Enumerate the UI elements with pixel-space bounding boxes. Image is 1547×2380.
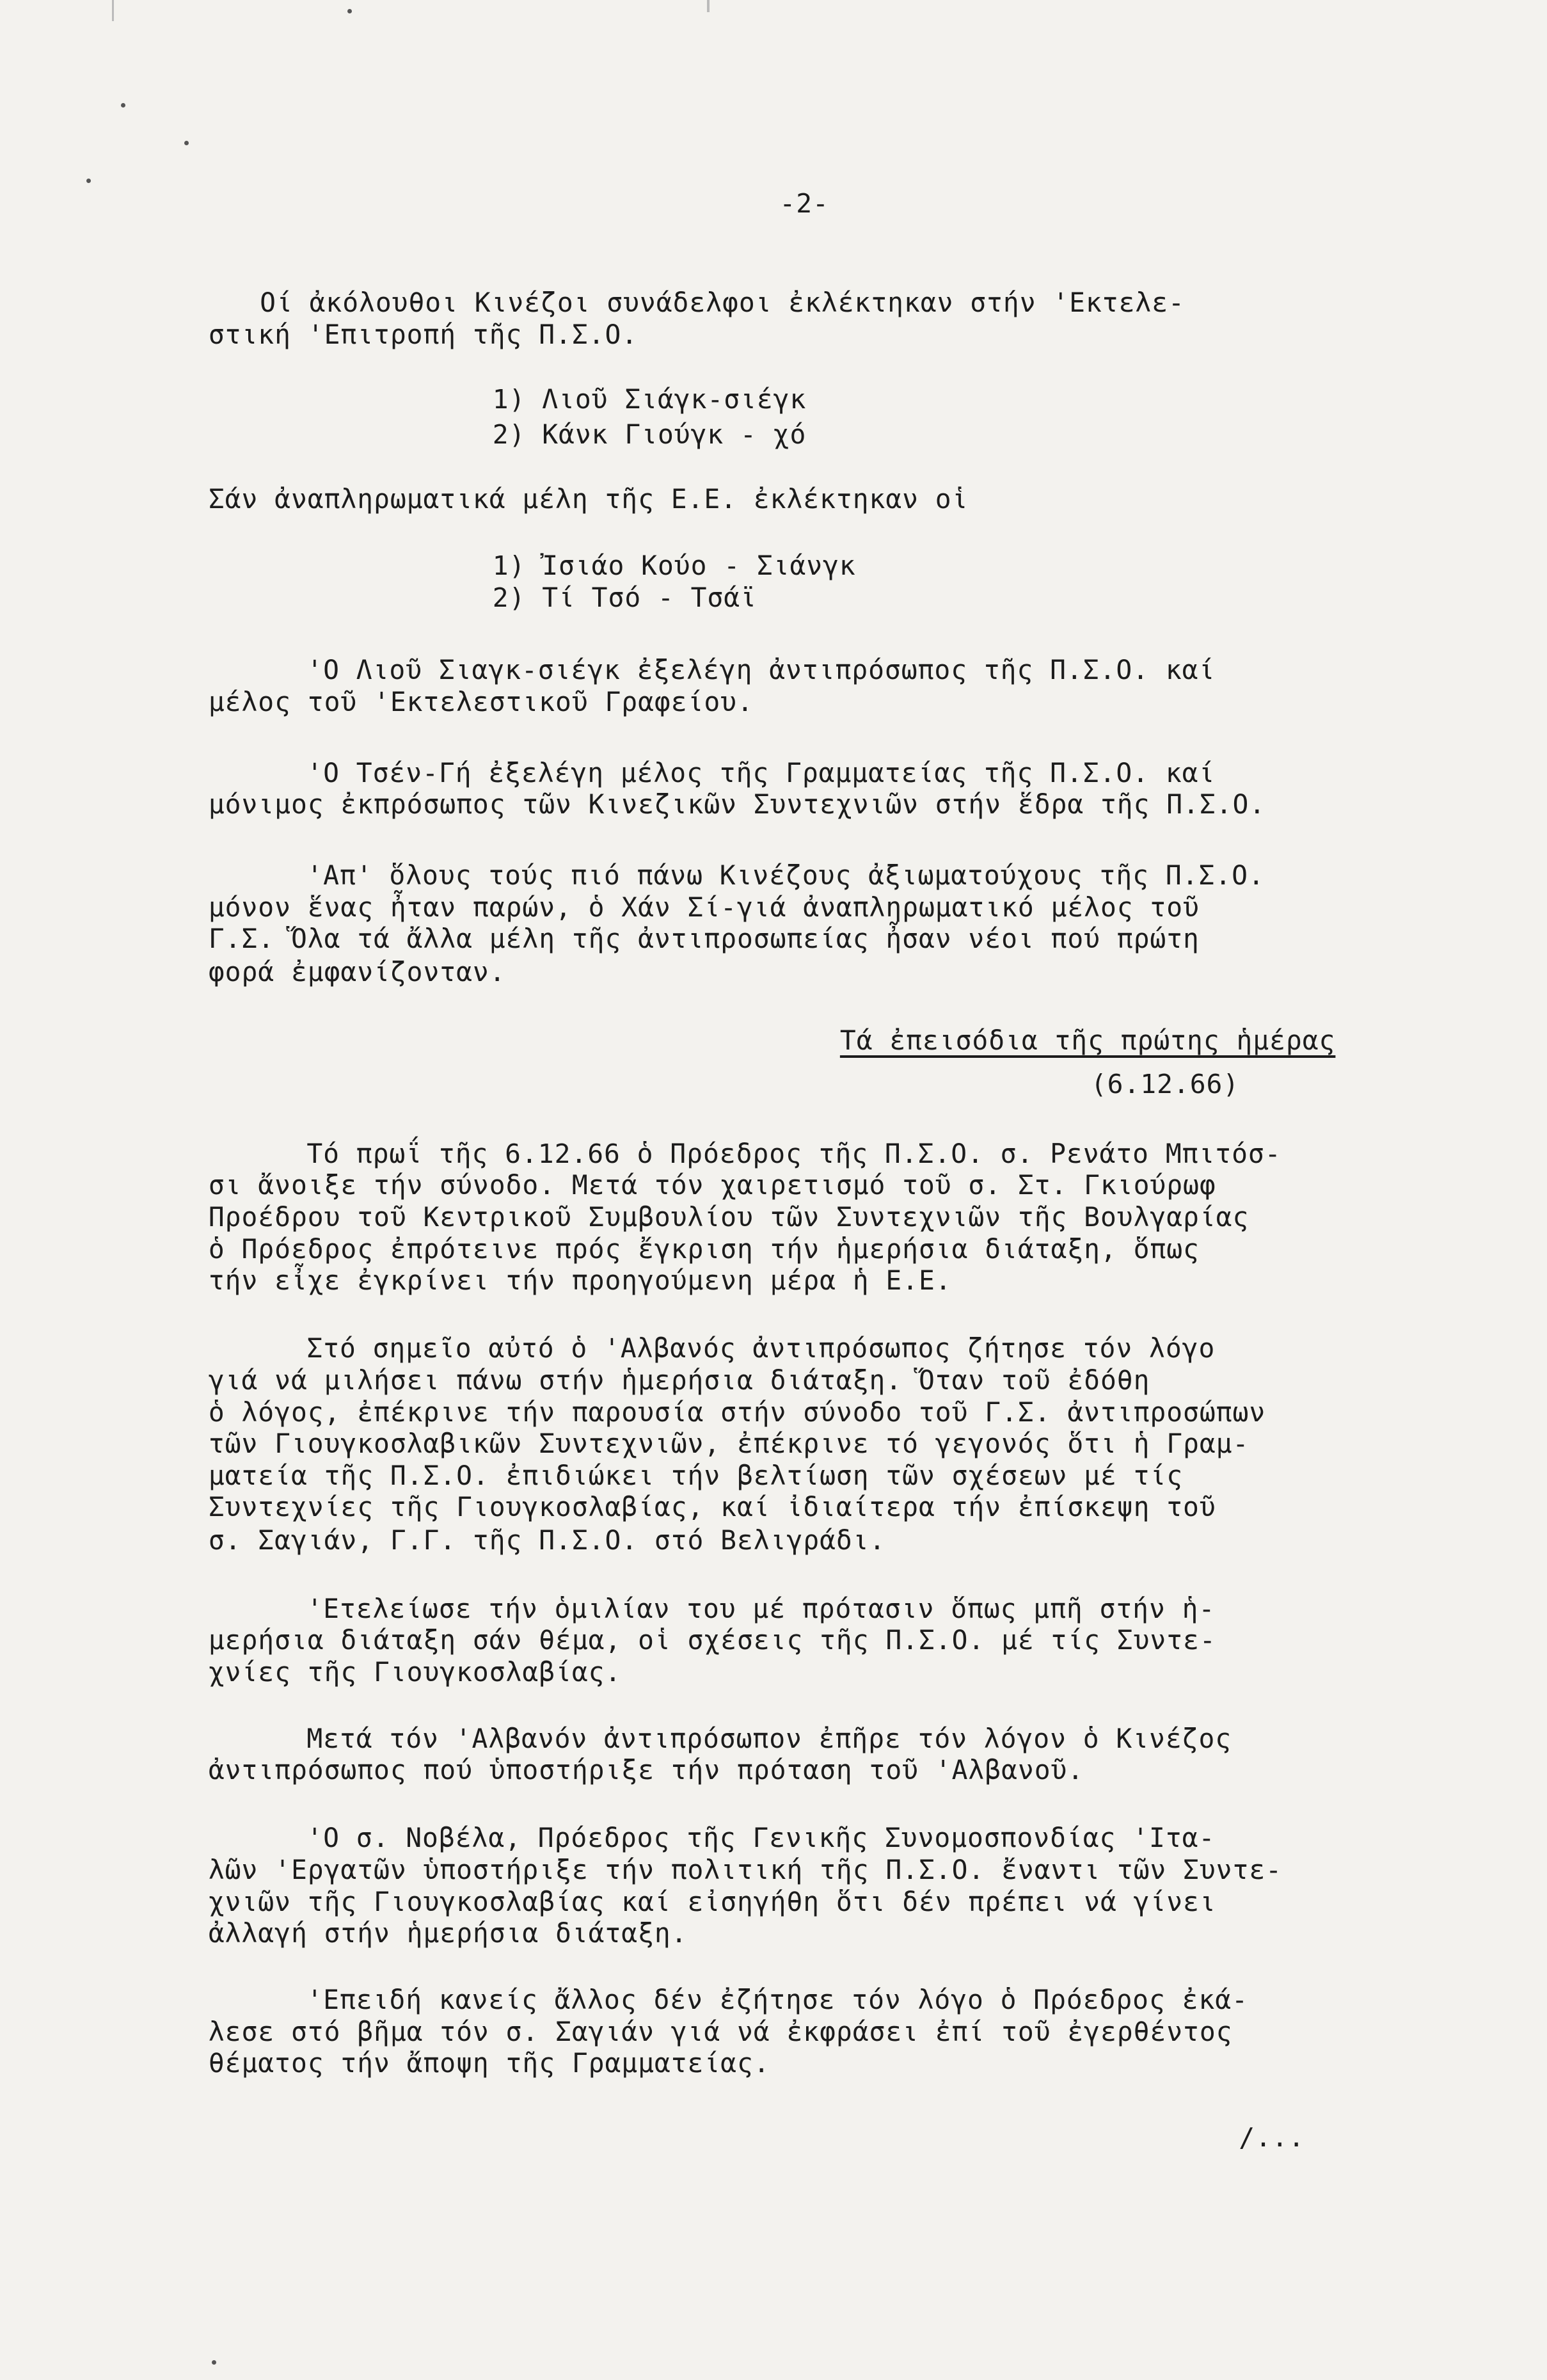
scan-speck xyxy=(347,9,352,13)
paragraph-6-line: ὁ Πρόεδρος ἐπρότεινε πρός ἔγκριση τήν ἡμερήσια διάταξη, ὅπως xyxy=(208,1233,1200,1265)
list-1-item: 2) Κάνκ Γιούγκ - χό xyxy=(492,419,807,450)
paragraph-3-line: 'Ο Λιοῦ Σιαγκ-σιέγκ ἐξελέγη ἀντιπρόσωπος τῆς Π.Σ.Ο. καί xyxy=(306,655,1216,686)
paragraph-6-line: Προέδρου τοῦ Κεντρικοῦ Συμβουλίου τῶν Συντεχνιῶν τῆς Βουλγαρίας xyxy=(208,1201,1250,1233)
paragraph-10-line: ἀλλαγή στήν ἡμερήσια διάταξη. xyxy=(208,1918,688,1949)
paragraph-8-line: μερήσια διάταξη σάν θέμα, οἱ σχέσεις τῆς Π.Σ.Ο. μέ τίς Συντε- xyxy=(208,1625,1216,1656)
paragraph-10-line: 'Ο σ. Νοβέλα, Πρόεδρος τῆς Γενικῆς Συνομοσπονδίας 'Ιτα- xyxy=(306,1823,1216,1854)
paragraph-4-line: μόνιμος ἐκπρόσωπος τῶν Κινεζικῶν Συντεχνιῶν στήν ἕδρα τῆς Π.Σ.Ο. xyxy=(208,789,1266,820)
paragraph-5-line: 'Απ' ὅλους τούς πιό πάνω Κινέζους ἀξιωματούχους τῆς Π.Σ.Ο. xyxy=(306,860,1265,891)
paragraph-1-line: στική 'Επιτροπή τῆς Π.Σ.Ο. xyxy=(208,319,639,350)
section-date: (6.12.66) xyxy=(1090,1069,1240,1100)
paragraph-6-line: τήν εἶχε ἐγκρίνει τήν προηγούμενη μέρα ἡ Ε.Ε. xyxy=(208,1265,952,1297)
paragraph-7-line: Στό σημεῖο αὐτό ὁ 'Αλβανός ἀντιπρόσωπος ζήτησε τόν λόγο xyxy=(306,1333,1216,1364)
paragraph-7-line: τῶν Γιουγκοσλαβικῶν Συντεχνιῶν, ἐπέκρινε τό γεγονός ὅτι ἡ Γραμ- xyxy=(208,1428,1250,1460)
paragraph-11-line: θέματος τήν ἄποψη τῆς Γραμματείας. xyxy=(208,2048,770,2079)
paragraph-2: Σάν ἀναπληρωματικά μέλη τῆς Ε.Ε. ἐκλέκτηκαν οἱ xyxy=(208,484,969,515)
paragraph-7-line: σ. Σαγιάν, Γ.Γ. τῆς Π.Σ.Ο. στό Βελιγράδι. xyxy=(208,1525,886,1556)
paragraph-6-line: Τό πρωΐ τῆς 6.12.66 ὁ Πρόεδρος τῆς Π.Σ.Ο. σ. Ρενάτο Μπιτόσ- xyxy=(306,1138,1281,1169)
paragraph-9-line: ἀντιπρόσωπος πού ὑποστήριξε τήν πρόταση τοῦ 'Αλβανοῦ. xyxy=(208,1755,1084,1786)
paragraph-1-line: Οί ἀκόλουθοι Κινέζοι συνάδελφοι ἐκλέκτηκαν στήν 'Εκτελε- xyxy=(260,287,1185,319)
scan-edge-mark xyxy=(112,0,115,21)
paragraph-11-line: λεσε στό βῆμα τόν σ. Σαγιάν γιά νά ἐκφράσει ἐπί τοῦ ἐγερθέντος xyxy=(208,2016,1233,2047)
page-number: -2- xyxy=(779,188,829,219)
list-1-item: 1) Λιοῦ Σιάγκ-σιέγκ xyxy=(492,384,807,415)
paragraph-8-line: χνίες τῆς Γιουγκοσλαβίας. xyxy=(208,1656,622,1688)
continuation-mark: /... xyxy=(1239,2121,1305,2153)
paragraph-5-line: Γ.Σ. Ὅλα τά ἄλλα μέλη τῆς ἀντιπροσωπείας ἦσαν νέοι πού πρώτη xyxy=(208,923,1200,955)
paragraph-8-line: 'Ετελείωσε τήν ὁμιλίαν του μέ πρότασιν ὅπως μπῆ στήν ἡ- xyxy=(306,1593,1216,1624)
scan-speck xyxy=(121,103,125,108)
paragraph-4-line: 'Ο Τσέν-Γή ἐξελέγη μέλος τῆς Γραμματείας τῆς Π.Σ.Ο. καί xyxy=(306,757,1216,788)
scan-edge-mark xyxy=(707,0,710,12)
list-2-item: 2) Τί Τσό - Τσάϊ xyxy=(492,582,757,613)
scan-speck xyxy=(184,141,189,145)
section-heading: Τά ἐπεισόδια τῆς πρώτης ἡμέρας xyxy=(839,1025,1336,1056)
paragraph-7-line: Συντεχνίες τῆς Γιουγκοσλαβίας, καί ἰδιαίτερα τήν ἐπίσκεψη τοῦ xyxy=(208,1492,1216,1523)
scan-speck xyxy=(212,2360,216,2365)
paragraph-9-line: Μετά τόν 'Αλβανόν ἀντιπρόσωπον ἐπῆρε τόν λόγον ὁ Κινέζος xyxy=(306,1723,1232,1754)
scan-speck xyxy=(86,179,91,183)
paragraph-11-line: 'Επειδή κανείς ἄλλος δέν ἐζήτησε τόν λόγο ὁ Πρόεδρος ἐκά- xyxy=(306,1985,1248,2016)
paragraph-7-line: ματεία τῆς Π.Σ.Ο. ἐπιδιώκει τήν βελτίωση τῶν σχέσεων μέ τίς xyxy=(208,1460,1184,1491)
paragraph-5-line: φορά ἐμφανίζονταν. xyxy=(208,957,506,988)
list-2-item: 1) Ἰσιάο Κούο - Σιάνγκ xyxy=(492,550,856,582)
paragraph-10-line: λῶν 'Εργατῶν ὑποστήριξε τήν πολιτική τῆς Π.Σ.Ο. ἔναντι τῶν Συντε- xyxy=(208,1855,1282,1886)
paragraph-7-line: ὁ λόγος, ἐπέκρινε τήν παρουσία στήν σύνοδο τοῦ Γ.Σ. ἀντιπροσώπων xyxy=(208,1396,1266,1428)
paragraph-5-line: μόνον ἕνας ἦταν παρών, ὁ Χάν Σί-γιά ἀναπληρωματικό μέλος τοῦ xyxy=(208,891,1200,923)
paragraph-7-line: γιά νά μιλήσει πάνω στήν ἡμερήσια διάταξη. Ὅταν τοῦ ἐδόθη xyxy=(208,1364,1150,1396)
paragraph-10-line: χνιῶν τῆς Γιουγκοσλαβίας καί εἰσηγήθη ὅτι δέν πρέπει νά γίνει xyxy=(208,1886,1216,1917)
paragraph-3-line: μέλος τοῦ 'Εκτελεστικοῦ Γραφείου. xyxy=(208,686,754,717)
paragraph-6-line: σι ἄνοιξε τήν σύνοδο. Μετά τόν χαιρετισμό τοῦ σ. Στ. Γκιούρωφ xyxy=(208,1170,1216,1201)
